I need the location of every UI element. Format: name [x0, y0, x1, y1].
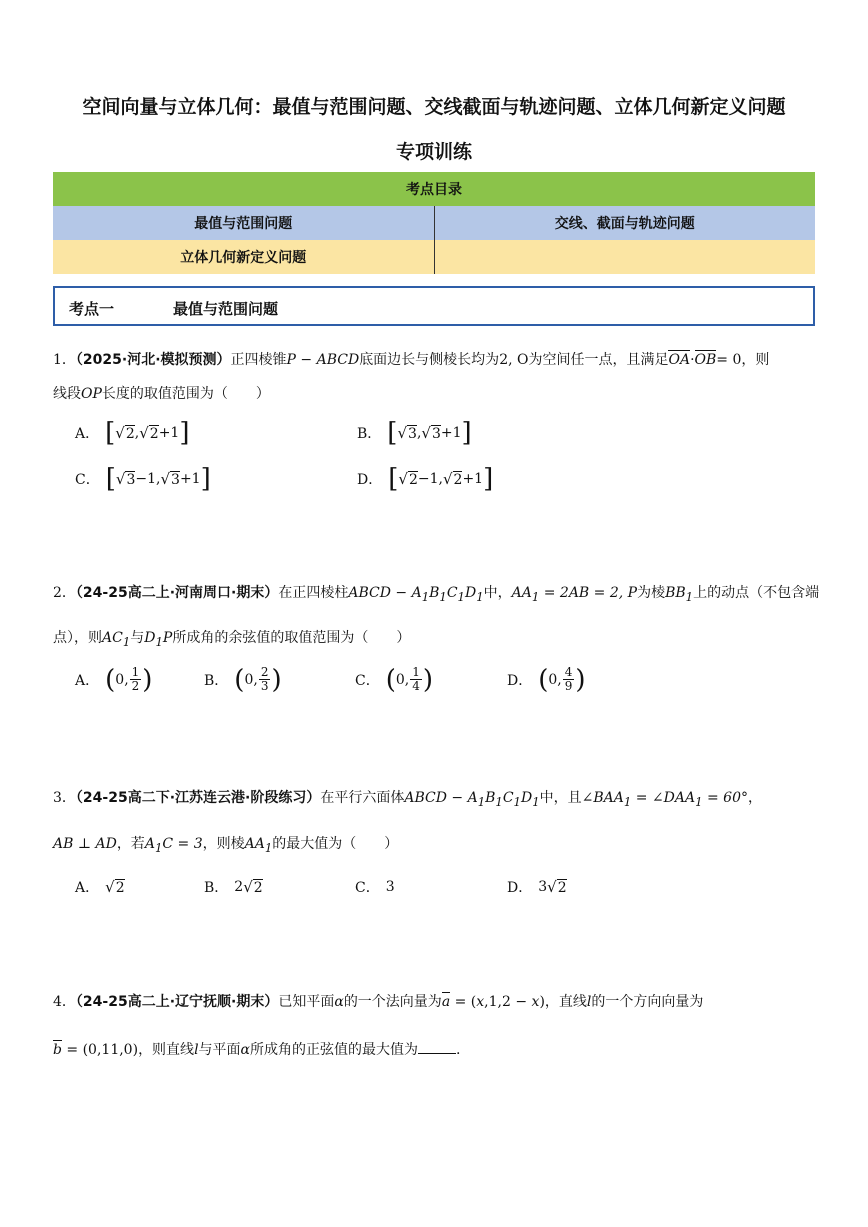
question-3-line2	[53, 834, 823, 858]
question-text: 点），则	[53, 630, 102, 646]
question-source: （24-25高二下·江苏连云港·阶段练习）	[75, 790, 321, 806]
q3-option-d[interactable]: D． 3 √ 2	[507, 878, 567, 896]
option-label: B．	[204, 880, 229, 896]
question-text: 在正四棱柱	[278, 585, 349, 601]
question-text: ，直线	[544, 994, 587, 1010]
option-label: A．	[75, 880, 100, 896]
q3-option-a[interactable]: A． √ 2	[75, 878, 125, 896]
section-number: 考点一	[69, 300, 115, 318]
q1-option-d[interactable]: D． [ √ 2 −1, √ 2 +1 ]	[357, 464, 494, 494]
question-number: 4．	[53, 994, 76, 1010]
q1-option-b[interactable]: B． [ √ 3 , √ 3 +1 ]	[357, 418, 472, 448]
option-label: D．	[507, 672, 533, 689]
option-label: C．	[355, 672, 380, 689]
section-name: 最值与范围问题	[173, 300, 279, 318]
q3-option-b[interactable]: B． 2 √ 2	[204, 878, 263, 896]
math-expr: a = (x,1,2 − x)	[441, 994, 545, 1010]
math-expr: $BB_1$	[665, 585, 694, 604]
q1-option-c[interactable]: C． [ √ 3 −1, √ 3 +1 ]	[75, 464, 211, 494]
option-label: C．	[75, 472, 100, 488]
option-label: B．	[357, 426, 382, 442]
math-expr: = 0	[716, 352, 742, 368]
option-label: A．	[75, 672, 100, 689]
question-text: 长度的取值范围为（ ）	[101, 386, 270, 402]
math-expr: ABCD − $A_1B_1C_1D_1$	[348, 585, 484, 604]
question-text: .	[456, 1042, 461, 1058]
question-text: 中，且	[539, 790, 582, 806]
question-text: 线段	[53, 386, 81, 402]
question-2	[53, 583, 823, 607]
math-expr: $A_1C = 3$	[144, 836, 203, 855]
math-expr: P − ABCD	[286, 352, 360, 368]
question-text: 的一个方向向量为	[591, 994, 704, 1010]
toc-header: 考点目录	[406, 182, 462, 198]
math-expr: $D_1P$	[144, 630, 173, 649]
question-source: （2025·河北·模拟预测）	[75, 352, 231, 368]
question-number: 1．	[53, 352, 76, 368]
question-text: 与	[130, 630, 145, 646]
document-title: 空间向量与立体几何：最值与范围问题、交线截面与轨迹问题、立体几何新定义问题	[82, 96, 786, 118]
question-text: ，则	[741, 352, 770, 368]
question-text: 底面边长与侧棱长均为	[359, 352, 500, 368]
math-expr: ABCD − $A_1B_1C_1D_1$	[404, 790, 540, 809]
q3-option-c[interactable]	[355, 877, 395, 897]
option-label: D．	[357, 472, 383, 488]
q2-option-d[interactable]: D． ( 0, $\frac{4}{9}$ )	[507, 664, 586, 695]
toc-item-empty	[434, 240, 815, 274]
question-1	[53, 350, 823, 370]
question-text: ，若	[116, 836, 145, 852]
math-expr: α	[240, 1042, 251, 1058]
math-expr: 2, O	[499, 352, 529, 368]
q2-option-c[interactable]: C． ( 0, $\frac{1}{4}$ )	[355, 664, 434, 695]
question-text: ，则直线	[138, 1042, 195, 1058]
math-expr: OP	[81, 386, 102, 402]
question-text: 所成角的正弦值的最大值为	[250, 1042, 419, 1058]
option-label: B．	[204, 672, 229, 689]
question-number: 2．	[53, 585, 76, 601]
question-3: 3．（24-25高二下·江苏连云港·阶段练习）在平行六面体ABCD − $A_1B_1C_1D_1$中，且$\angle BAA_1$ = $\angle DAA_1 = 60^\circ$，	[53, 790, 762, 809]
q1-option-a[interactable]: A． [ √ 2 , √ 2 +1 ]	[75, 418, 190, 448]
toc-table	[53, 172, 815, 274]
question-text: 所成角的余弦值的取值范围为（ ）	[172, 630, 411, 646]
math-expr: l	[586, 994, 592, 1010]
option-label: C．	[355, 880, 380, 896]
question-text: 上的动点（不包含端	[693, 585, 820, 601]
toc-item-extremum[interactable]: 最值与范围问题	[53, 206, 434, 240]
question-number: 3．	[53, 790, 76, 806]
document-subtitle: 专项训练	[395, 141, 472, 163]
section-header	[53, 286, 815, 326]
question-text: ，则棱	[202, 836, 245, 852]
question-text: 中，	[483, 585, 512, 601]
question-text: 在平行六面体	[320, 790, 405, 806]
question-text: 为空间任一点，且满足	[528, 352, 669, 368]
toc-item-section-trajectory[interactable]: 交线、截面与轨迹问题	[434, 206, 815, 240]
question-text: 的一个法向量为	[343, 994, 442, 1010]
option-label: A．	[75, 426, 100, 442]
math-expr: $AA_1 = 2AB = 2$, P	[511, 585, 638, 604]
math-expr: OA·OB	[668, 352, 717, 368]
question-4-line2	[53, 1040, 823, 1060]
question-4	[53, 992, 823, 1012]
option-value: 3	[385, 879, 395, 895]
question-text: 已知平面	[278, 994, 335, 1010]
math-expr: $AC_1$	[102, 630, 131, 649]
question-text: 与平面	[198, 1042, 241, 1058]
question-source: （24-25高二上·河南周口·期末）	[75, 585, 279, 601]
question-source: （24-25高二上·辽宁抚顺·期末）	[75, 994, 279, 1010]
question-text: 正四棱锥	[230, 352, 287, 368]
math-expr: α	[334, 994, 344, 1010]
math-expr: $\angle BAA_1$ = $\angle DAA_1 = 60^\circ$	[581, 790, 748, 809]
question-text: 的最大值为（ ）	[272, 836, 399, 852]
q2-option-b[interactable]: B． ( 0, $\frac{2}{3}$ )	[204, 664, 282, 695]
toc-item-new-definition[interactable]: 立体几何新定义问题	[53, 240, 434, 274]
question-1-line2	[53, 384, 823, 404]
math-expr: $AA_1$	[244, 836, 273, 855]
question-text: 为棱	[637, 585, 666, 601]
math-expr: l	[194, 1042, 199, 1058]
question-2-line2	[53, 628, 823, 652]
math-expr: b = (0,11,0)	[53, 1042, 139, 1058]
math-expr: AB ⊥ AD	[53, 836, 117, 852]
answer-blank[interactable]	[418, 1053, 456, 1054]
option-label: D．	[507, 880, 533, 896]
q2-option-a[interactable]: A． ( 0, $\frac{1}{2}$ )	[75, 664, 153, 695]
